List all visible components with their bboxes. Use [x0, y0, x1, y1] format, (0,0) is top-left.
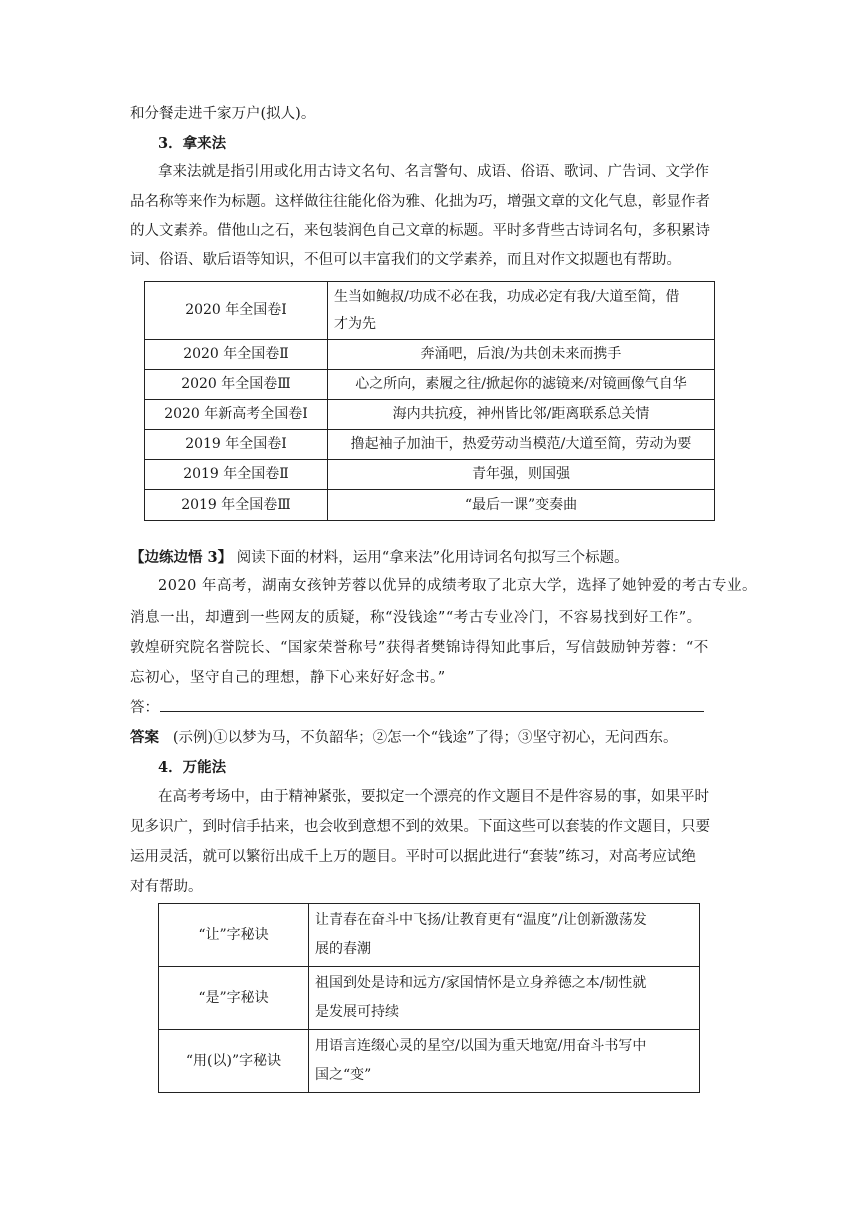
answer-prompt: 答： [130, 700, 159, 716]
formula-key-cell: “用(以)”字秘诀 [159, 1030, 309, 1093]
section3-intro-line: 品名称等来作为标题。这样做往往能化俗为雅、化拙为巧，增强文章的文化气息，彰显作者 [130, 194, 710, 210]
titles-cell: 青年强，则国强 [328, 460, 715, 490]
formula-examples-cell: 用语言连缀心灵的星空/以国为重天地宽/用奋斗书写中 国之“变” [309, 1030, 700, 1093]
examples-table [144, 281, 715, 521]
exam-cell: 2020 年全国卷Ⅲ [145, 370, 328, 400]
titles-cell: 海内共抗疫，神州皆比邻/距离联系总关情 [328, 400, 715, 430]
answer-line [130, 723, 720, 753]
exercise-label: 【边练边悟 3】 [130, 549, 233, 566]
answer-blank-line [160, 711, 704, 712]
formula-key-cell: “是”字秘诀 [159, 967, 309, 1030]
exam-cell: 2020 年全国卷Ⅰ [145, 282, 328, 340]
table-row [159, 1030, 700, 1093]
table-row [145, 340, 715, 370]
formula-table [158, 903, 700, 1093]
section3-intro-line: 的人文素养。借他山之石，来包装润色自己文章的标题。平时多背些古诗词名句，多积累诗 [130, 223, 710, 239]
section3-heading: 3．拿来法 [158, 135, 227, 152]
table-row [145, 400, 715, 430]
table-row [145, 490, 715, 521]
material-line: 消息一出，却遭到一些网友的质疑，称“没钱途”“考古专业冷门，不容易找到好工作”。 [130, 610, 702, 626]
exam-cell: 2020 年新高考全国卷Ⅰ [145, 400, 328, 430]
exam-cell: 2019 年全国卷Ⅲ [145, 490, 328, 521]
section4-heading: 4．万能法 [158, 759, 227, 776]
section4-intro-line: 在高考考场中，由于精神紧张，要拟定一个漂亮的作文题目不是件容易的事，如果平时 [158, 789, 709, 805]
table-row [145, 370, 715, 400]
answer-text: (示例)①以梦为马，不负韶华；②怎一个“钱途”了得；③坚守初心，无问西东。 [172, 730, 678, 746]
titles-cell: 撸起袖子加油干，热爱劳动当模范/大道至简，劳动为要 [328, 430, 715, 460]
material-line: 忘初心，坚守自己的理想，静下心来好好念书。” [130, 670, 446, 686]
exam-cell: 2019 年全国卷Ⅰ [145, 430, 328, 460]
formula-examples-cell: 祖国到处是诗和远方/家国情怀是立身养德之本/韧性就 是发展可持续 [309, 967, 700, 1030]
answer-label: 答案 [130, 729, 159, 746]
table-row [145, 430, 715, 460]
exam-cell: 2020 年全国卷Ⅱ [145, 340, 328, 370]
titles-cell: 奔涌吧，后浪/为共创未来而携手 [328, 340, 715, 370]
section3-intro-line: 拿来法就是指引用或化用古诗文名句、名言警句、成语、俗语、歌词、广告词、文学作 [158, 164, 709, 180]
table-row [159, 967, 700, 1030]
section3-intro-line: 词、俗语、歇后语等知识，不但可以丰富我们的文学素养，而且对作文拟题也有帮助。 [130, 252, 681, 268]
material-line: 2020 年高考，湖南女孩钟芳蓉以优异的成绩考取了北京大学，选择了她钟爱的考古专业。 [158, 578, 758, 594]
section4-intro-line: 运用灵活，就可以繁衍出成千上万的题目。平时可以据此进行“套装”练习，对高考应试绝 [130, 849, 696, 865]
table-row [145, 460, 715, 490]
titles-cell: “最后一课”变奏曲 [328, 490, 715, 521]
formula-key-cell: “让”字秘诀 [159, 904, 309, 967]
table-row [145, 282, 715, 340]
section4-intro-line: 对有帮助。 [130, 879, 203, 895]
titles-cell: 生当如鲍叔/功成不必在我，功成必定有我/大道至简，借 才为先 [328, 282, 715, 340]
formula-examples-cell: 让青春在奋斗中飞扬/让教育更有“温度”/让创新激荡发 展的春潮 [309, 904, 700, 967]
section4-intro-line: 见多识广，到时信手拈来，也会收到意想不到的效果。下面这些可以套装的作文题目，只要 [130, 819, 710, 835]
top-line: 和分餐走进千家万户(拟人)。 [130, 106, 316, 122]
table-row [159, 904, 700, 967]
exercise-prompt: 阅读下面的材料，运用“拿来法”化用诗词名句拟写三个标题。 [236, 550, 629, 566]
exercise-prompt-line [130, 543, 720, 573]
material-line: 敦煌研究院名誉院长、“国家荣誉称号”获得者樊锦诗得知此事后，写信鼓励钟芳蓉：“不 [130, 640, 709, 656]
exam-cell: 2019 年全国卷Ⅱ [145, 460, 328, 490]
titles-cell: 心之所向，素履之往/掀起你的滤镜来/对镜画像气自华 [328, 370, 715, 400]
